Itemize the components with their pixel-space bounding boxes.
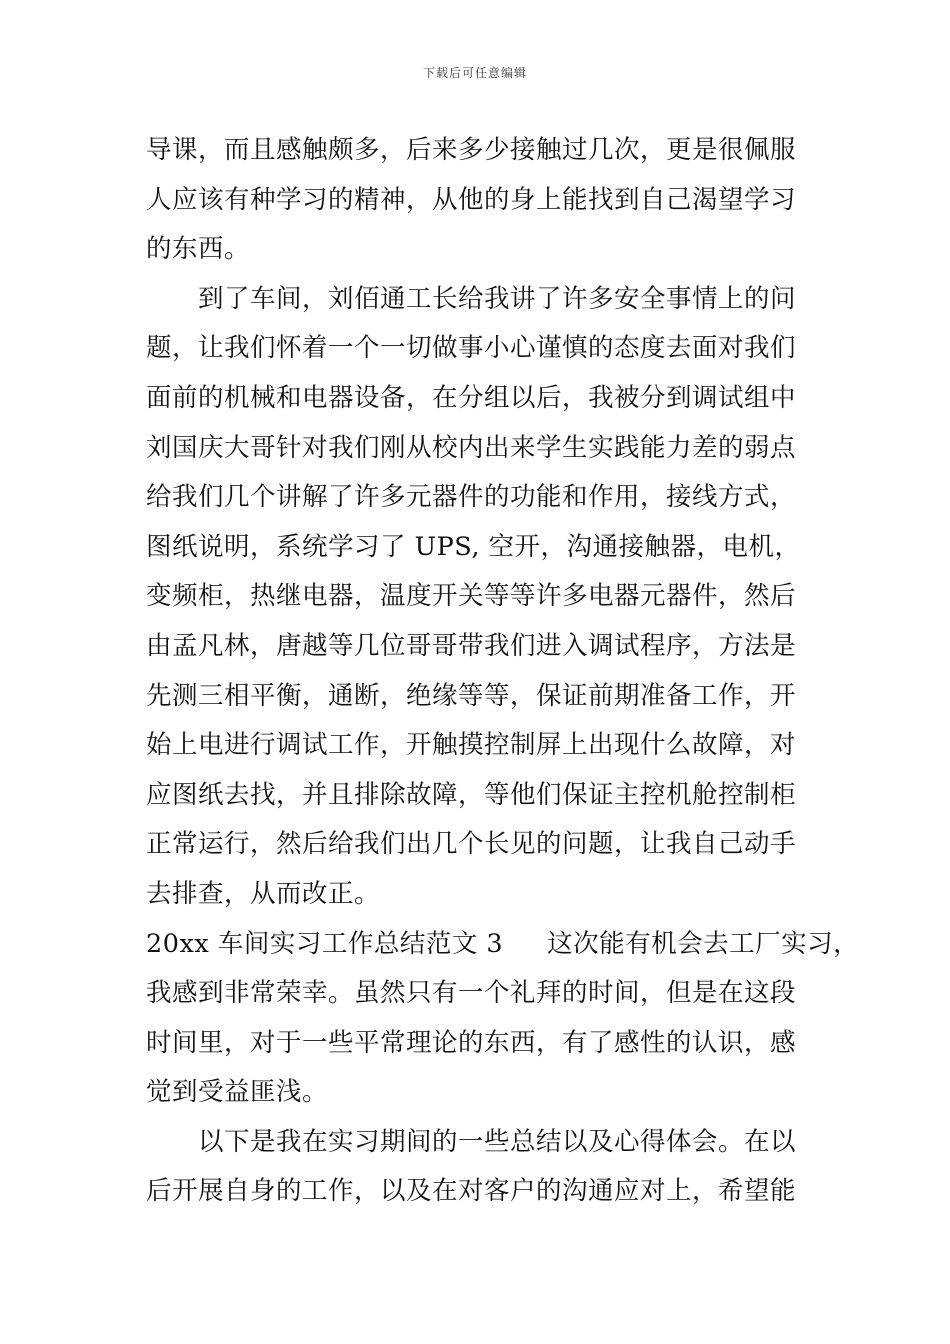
- paragraph-1: [146, 126, 826, 275]
- text-line: 变频柜，热继电器，温度开关等等许多电器元器件，然后: [146, 581, 797, 612]
- text-line: 人应该有种学习的精神，从他的身上能找到自己渴望学习: [146, 184, 797, 215]
- text-line: 我感到非常荣幸。虽然只有一个礼拜的时间，但是在这段: [146, 978, 797, 1009]
- paragraph-2: [146, 275, 826, 920]
- text-line: 题，让我们怀着一个一切做事小心谨慎的态度去面对我们: [146, 333, 797, 364]
- text-line: 面前的机械和电器设备，在分组以后，我被分到调试组中: [146, 382, 797, 413]
- text-line: 后开展自身的工作，以及在对客户的沟通应对上，希望能: [146, 1176, 797, 1207]
- text-line: 到了车间，刘佰通工长给我讲了许多安全事情上的问: [198, 283, 797, 314]
- text-line: 导课，而且感触颇多，后来多少接触过几次，更是很佩服: [146, 135, 797, 165]
- text-line: 去排查，从而改正。: [146, 878, 381, 909]
- document-body: [146, 126, 860, 1217]
- text-line: 觉到受益匪浅。: [146, 1077, 329, 1108]
- text-line: [146, 920, 860, 970]
- text-line: 的东西。: [146, 234, 251, 265]
- text-line: 先测三相平衡，通断，绝缘等等，保证前期准备工作，开: [146, 680, 797, 711]
- text-line: 正常运行，然后给我们出几个长见的问题，让我自己动手: [146, 829, 797, 860]
- text-line: 以下是我在实习期间的一些总结以及心得体会。在以: [198, 1126, 797, 1157]
- paragraph-4: [146, 1118, 826, 1217]
- paragraph-3: [146, 920, 860, 1118]
- text-line: 刘国庆大哥针对我们刚从校内出来学生实践能力差的弱点: [146, 432, 797, 463]
- text-line: 时间里，对于一些平常理论的东西，有了感性的认识，感: [146, 1027, 797, 1058]
- section-heading: 20xx 车间实习工作总结范文 3: [146, 928, 504, 959]
- text-line: 始上电进行调试工作，开触摸控制屏上出现什么故障，对: [146, 730, 797, 761]
- text-inline: 这次能有机会去工厂实习，: [547, 928, 860, 959]
- text-line: 由孟凡林，唐越等几位哥哥带我们进入调试程序，方法是: [146, 630, 797, 661]
- text-line: 图纸说明，系统学习了 UPS, 空开，沟通接触器，电机，: [146, 531, 801, 562]
- text-line: 给我们几个讲解了许多元器件的功能和作用，接线方式，: [146, 482, 797, 513]
- page-header: 下载后可任意编辑: [422, 66, 527, 80]
- text-line: 应图纸去找，并且排除故障，等他们保证主控机舱控制柜: [146, 779, 797, 810]
